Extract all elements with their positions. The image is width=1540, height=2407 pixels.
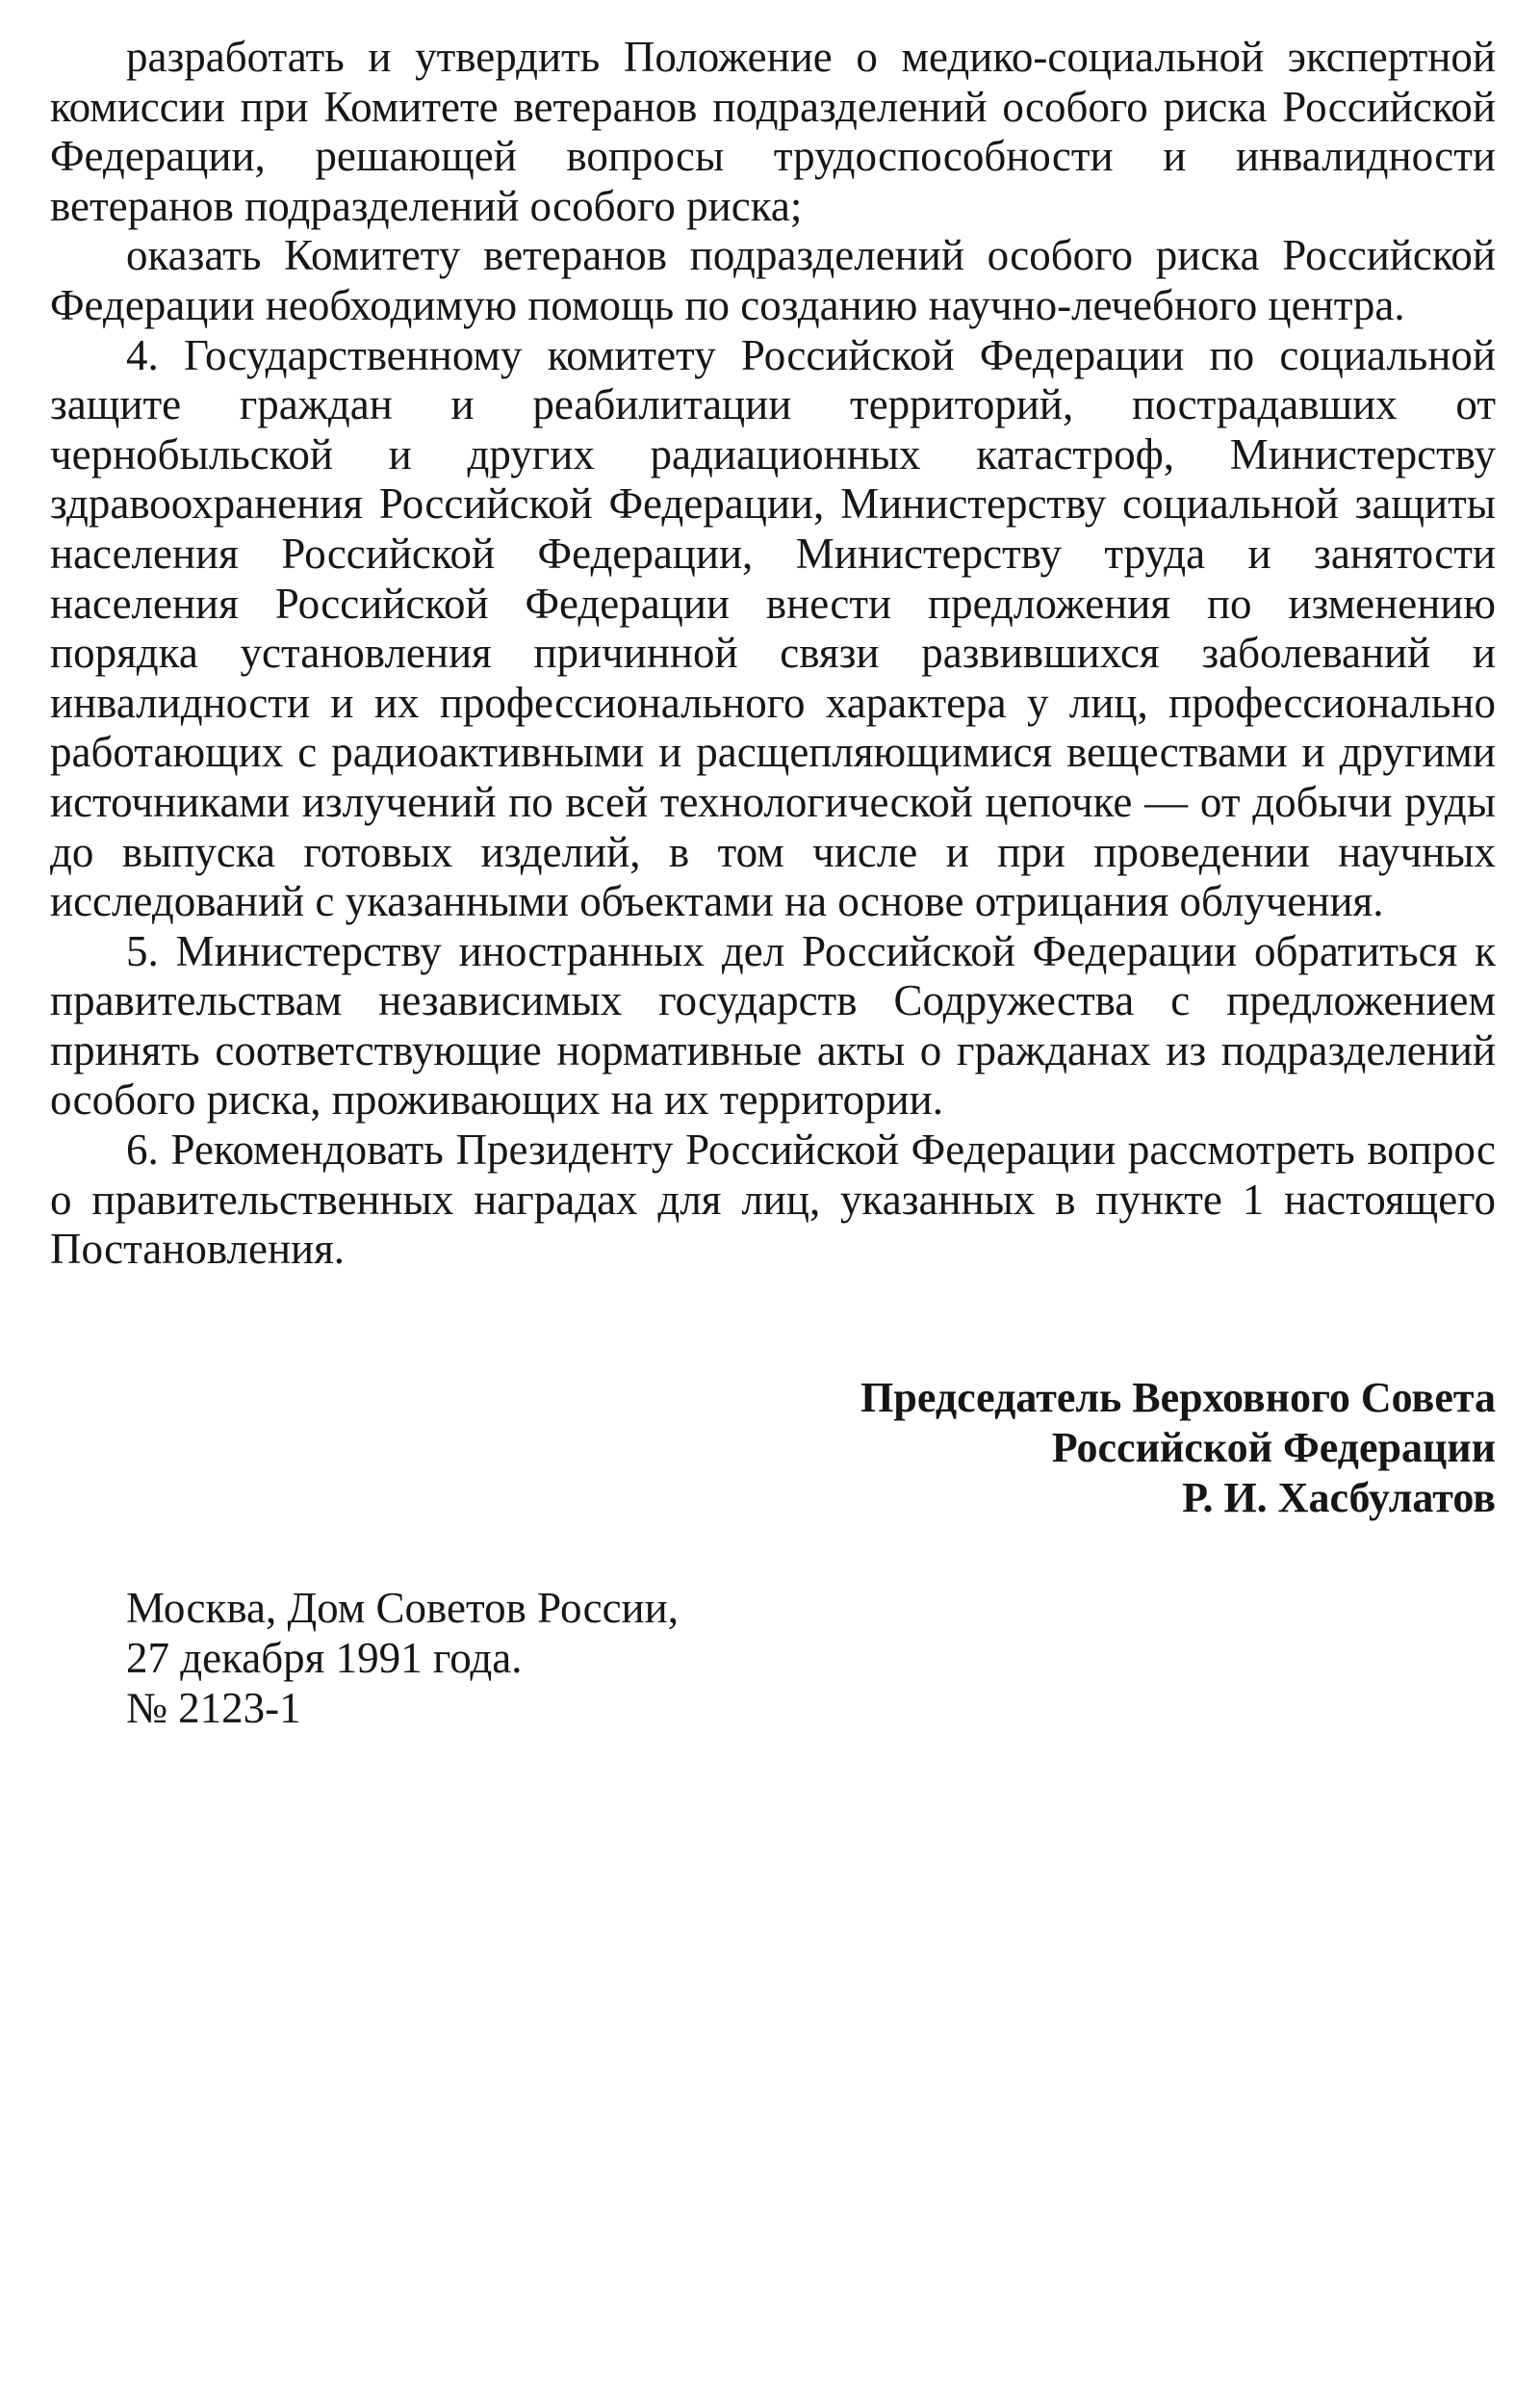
paragraph-medical-center: оказать Комитету ветеранов подразделений особого риска Российской Федерации необходимую помощь по созданию научно-лечебного центра. [50,231,1496,329]
signature-organization: Российской Федерации [1051,1423,1496,1471]
signature-name: Р. И. Хасбулатов [1182,1473,1496,1521]
footer-date: 27 декабря 1991 года. [126,1633,523,1682]
signature-block [50,1373,1496,1523]
paragraph-item-5: 5. Министерству иностранных дел Российской Федерации обратиться к правительствам независимых государств Содружества с предложением принять соответствующие нормативные акты о гражданах из подразделений особого риска, проживающих на их территории. [50,926,1496,1125]
footer-number: № 2123-1 [126,1683,301,1732]
document-page [50,33,1496,1733]
document-footer [50,1583,1496,1733]
footer-place: Москва, Дом Советов России, [126,1583,679,1632]
document-body [50,33,1496,1275]
paragraph-veterans-commission: разработать и утвердить Положение о медико-социальной экспертной комиссии при Комитете ветеранов подразделений особого риска Российской Федерации, решающей вопросы трудоспособности и инвалидности ветеранов подразделений особого риска; [50,33,1496,230]
signature-title: Председатель Верховного Совета [860,1373,1496,1421]
paragraph-item-4: 4. Государственному комитету Российской Федерации по социальной защите граждан и реабилитации территорий, пострадавших от чернобыльской и других радиационных катастроф, Министерству здравоохранения Российской Федерации, Министерству социальной защиты населения Российской Федерации, Министерству труда и занятости населения Российской Федерации внести предложения по изменению порядка установления причинной связи развившихся заболеваний и инвалидности и их профессионального характера у лиц, профессионально работающих с радиоактивными и расщепляющимися веществами и другими источниками излучений по всей технологической цепочке — от добычи руды до выпуска готовых изделий, в том числе и при проведении научных исследований с указанными объектами на основе отрицания облучения. [50,330,1496,926]
paragraph-item-6: 6. Рекомендовать Президенту Российской Федерации рассмотреть вопрос о правительственных наградах для лиц, указанных в пункте 1 настоящего Постановления. [50,1126,1496,1274]
